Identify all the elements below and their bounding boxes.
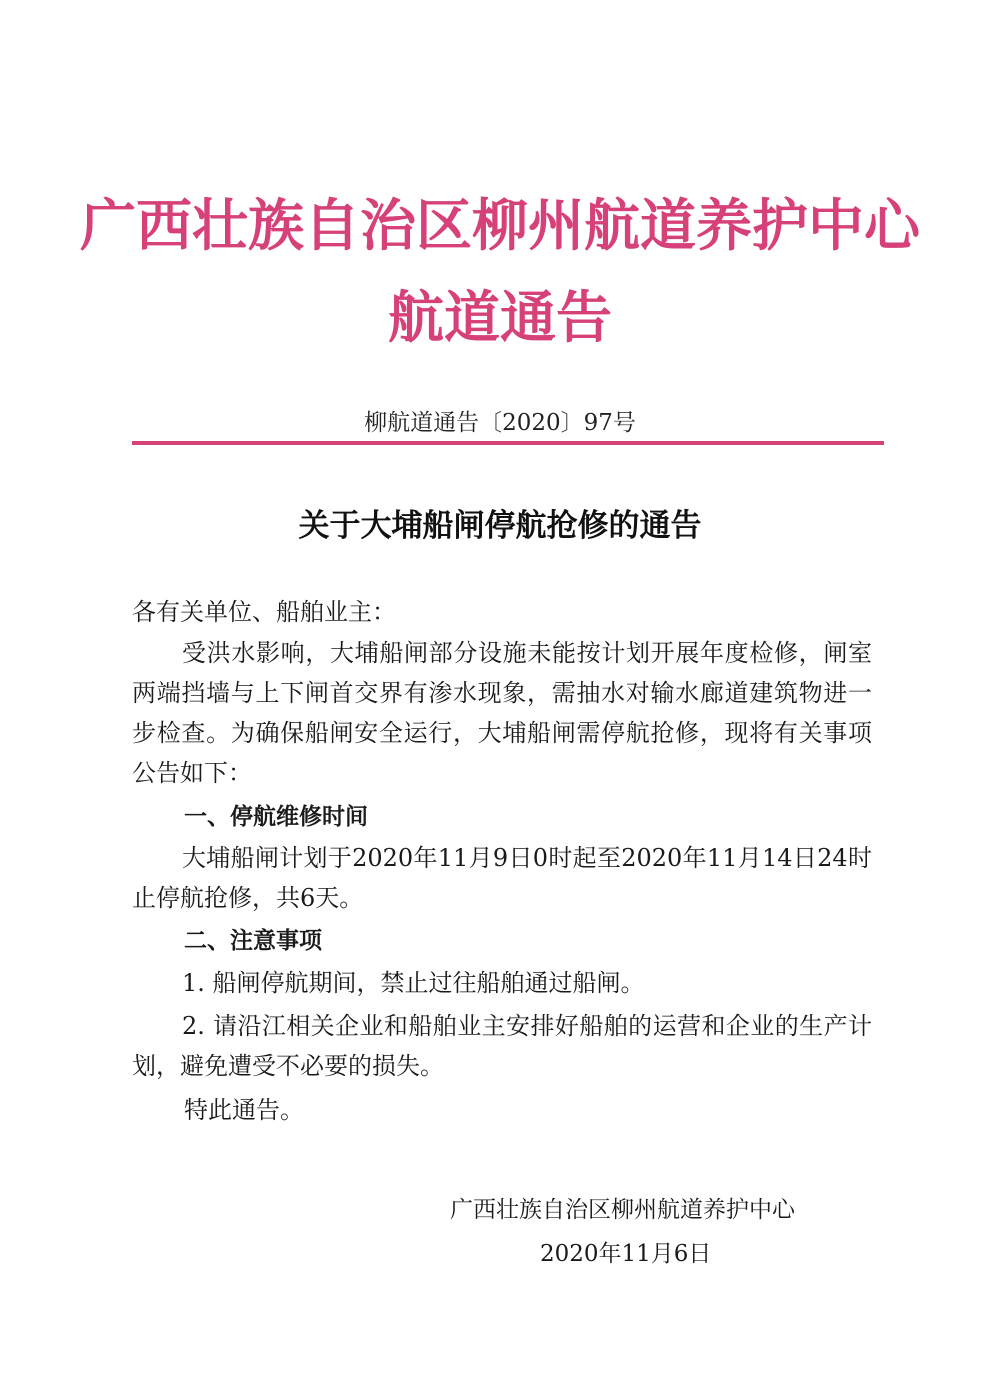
closing-text: 特此通告。 [184, 1096, 304, 1124]
notice-title: 关于大埔船闸停航抢修的通告 [298, 508, 702, 544]
salutation: 各有关单位、船舶业主： [132, 598, 396, 626]
header-org-name: 广西壮族自治区柳州航道养护中心 [80, 193, 920, 259]
section-1-text: 大埔船闸计划于2020年11月9日0时起至2020年11月14日24时止停航抢修，共6天。 [132, 844, 872, 912]
document-number: 柳航道通告〔2020〕97号 [364, 410, 636, 436]
section-2-item-2: 2. 请沿江相关企业和船舶业主安排好船舶的运营和企业的生产计划，避免遭受不必要的损失。 [132, 1012, 872, 1080]
red-divider-line [132, 441, 884, 445]
signature-org: 广西壮族自治区柳州航道养护中心 [450, 1197, 795, 1223]
section-2-heading: 二、注意事项 [184, 928, 322, 954]
section-2-item-1: 1. 船闸停航期间，禁止过往船舶通过船闸。 [182, 969, 645, 997]
header-doc-type: 航道通告 [388, 285, 612, 351]
intro-paragraph: 受洪水影响，大埔船闸部分设施未能按计划开展年度检修，闸室两端挡墙与上下闸首交界有渗水现象，需抽水对输水廊道建筑物进一步检查。为确保船闸安全运行，大埔船闸需停航抢修，现将有关事项公告如下： [132, 639, 872, 787]
signature-date: 2020年11月6日 [540, 1241, 712, 1267]
section-1-heading: 一、停航维修时间 [184, 804, 368, 830]
